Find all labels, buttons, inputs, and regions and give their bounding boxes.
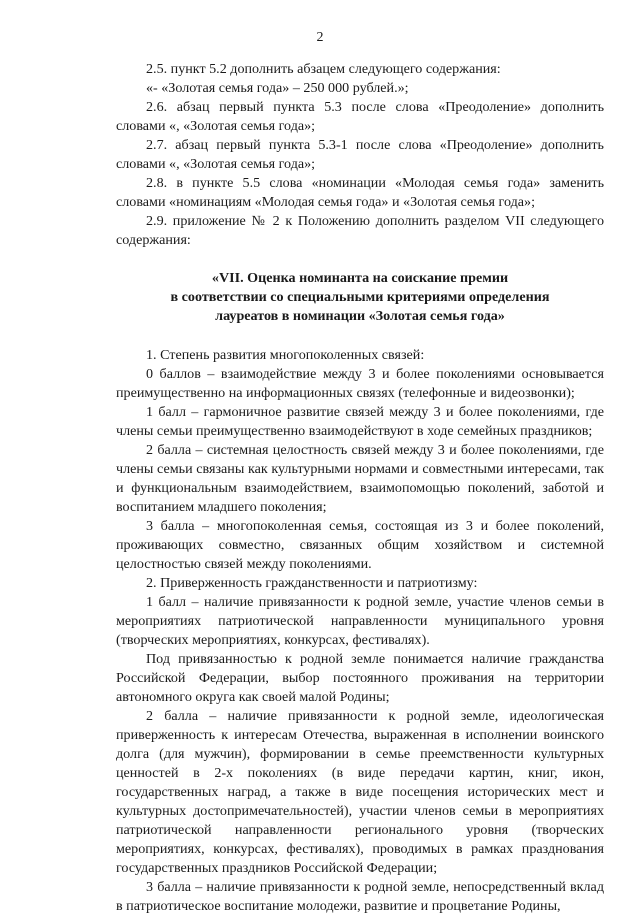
- heading-line: «VII. Оценка номинанта на соискание премии: [211, 270, 509, 286]
- heading-line: в соответствии со специальными критериями определения: [170, 289, 550, 305]
- paragraph: 2.6. абзац первый пункта 5.3 после слова «Преодоление» дополнить словами «, «Золотая семья года»;: [116, 99, 604, 134]
- paragraph: 2.7. абзац первый пункта 5.3-1 после слова «Преодоление» дополнить словами «, «Золотая семья года»;: [116, 137, 604, 172]
- paragraph: 1 балл – наличие привязанности к родной земле, участие членов семьи в мероприятиях патриотической направленности муниципального уровня (творческих мероприятиях, конкурсах, фестивалях).: [116, 594, 604, 648]
- document-body: [116, 60, 604, 916]
- paragraph: 1. Степень развития многопоколенных связей:: [146, 347, 425, 363]
- paragraph: 2 балла – системная целостность связей между 3 и более поколениями, где члены семьи связаны как культурными нормами и совместными интересами, так и функциональным взаимодействием, взаимопомощью поколений, заботой и воспитанием младшего поколения;: [116, 442, 604, 515]
- paragraph: 2.9. приложение № 2 к Положению дополнить разделом VII следующего содержания:: [116, 213, 604, 248]
- paragraph: 2.8. в пункте 5.5 слова «номинации «Молодая семья года» заменить словами «номинациям «Молодая семья года» и «Золотая семья года»;: [116, 175, 604, 210]
- paragraph: 1 балл – гармоничное развитие связей между 3 и более поколениями, где члены семьи преимущественно взаимодействуют в ходе семейных праздников;: [116, 404, 604, 439]
- paragraph: 3 балла – многопоколенная семья, состоящая из 3 и более поколений, проживающих совместно, связанных общим хозяйством и системной целостностью связей между поколениями.: [116, 518, 604, 572]
- paragraph: 0 баллов – взаимодействие между 3 и более поколениями основывается преимущественно на информационных связях (телефонные и видеозвонки);: [116, 366, 604, 401]
- heading-line: лауреатов в номинации «Золотая семья года»: [215, 308, 505, 324]
- section-heading: [116, 269, 604, 326]
- paragraph: «- «Золотая семья года» – 250 000 рублей.»;: [146, 80, 409, 96]
- paragraph: 3 балла – наличие привязанности к родной земле, непосредственный вклад в патриотическое воспитание молодежи, развитие и процветание Родины,: [116, 879, 604, 914]
- paragraph: Под привязанностью к родной земле понимается наличие гражданства Российской Федерации, выбор постоянного проживания на территории автономного округа как своей малой Родины;: [116, 651, 604, 705]
- paragraph: 2. Приверженность гражданственности и патриотизму:: [146, 575, 478, 591]
- paragraph: 2.5. пункт 5.2 дополнить абзацем следующего содержания:: [146, 61, 501, 77]
- page-number: 2: [316, 30, 324, 45]
- paragraph: 2 балла – наличие привязанности к родной земле, идеологическая приверженность к интересам Отечества, выраженная в исполнении воинского долга (для мужчин), формировании в семье преемственности культурных ценностей в 2-х поколениях (в виде передачи картин, книг, икон, государственных наград, а также в виде посещения исторических мест и культурных достопримечательностей), участии членов семьи в мероприятиях патриотической направленности регионального уровня (творческих мероприятиях, конкурсах, фестивалях), проводимых в рамках празднования государственных праздников Российской Федерации;: [116, 708, 604, 876]
